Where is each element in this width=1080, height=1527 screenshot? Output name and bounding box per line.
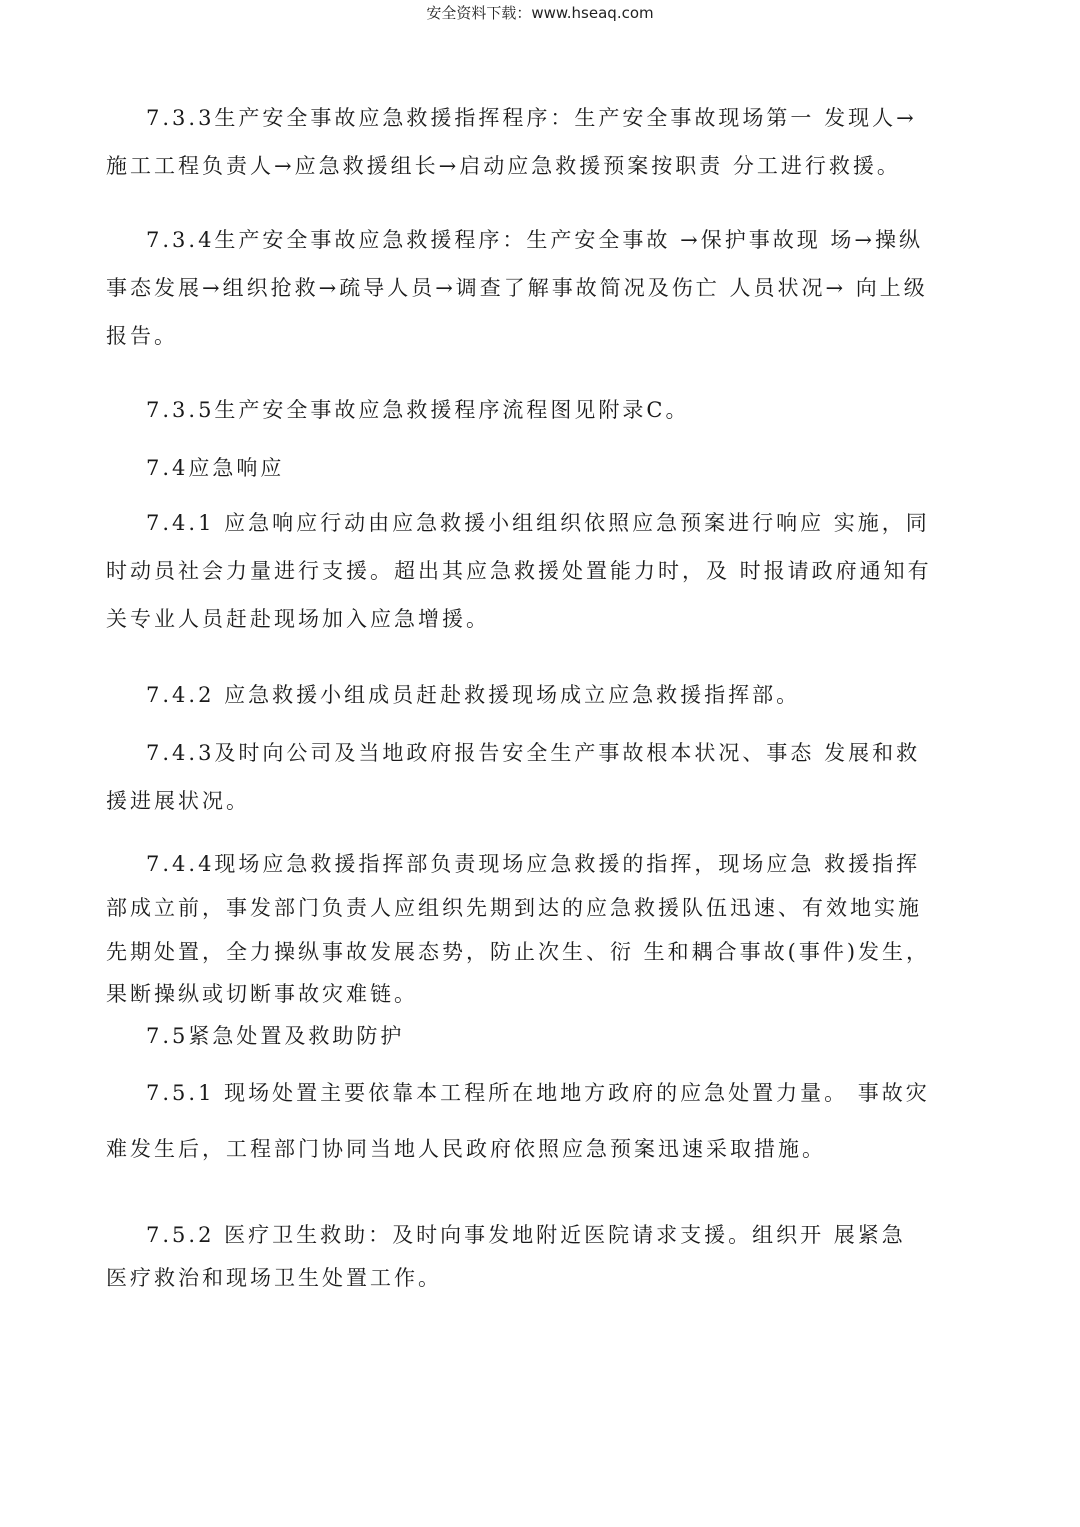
page-header-source: 安全资料下载：www.hseaq.com xyxy=(426,4,654,22)
para-7-5-1-line-2: 难发生后，工程部门协同当地人民政府依照应急预案迅速采取措施。 xyxy=(106,1137,826,1161)
para-7-5-1-line-1: 7.5.1 现场处置主要依靠本工程所在地地方政府的应急处置力量。 事故灾 xyxy=(146,1081,930,1105)
para-7-3-4-line-2: 事态发展→组织抢救→疏导人员→调查了解事故简况及伤亡 人员状况→ 向上级 xyxy=(106,276,928,300)
para-7-4-1-line-2: 时动员社会力量进行支援。超出其应急救援处置能力时，及 时报请政府通知有 xyxy=(106,559,932,583)
para-7-4-2: 7.4.2 应急救援小组成员赶赴救援现场成立应急救援指挥部。 xyxy=(146,683,801,707)
para-7-4-1-line-3: 关专业人员赶赴现场加入应急增援。 xyxy=(106,607,490,631)
heading-7-4: 7.4应急响应 xyxy=(146,456,285,480)
para-7-3-3-line-2: 施工工程负责人→应急救援组长→启动应急救援预案按职责 分工进行救援。 xyxy=(106,154,901,178)
para-7-4-1-line-1: 7.4.1 应急响应行动由应急救援小组组织依照应急预案进行响应 实施，同 xyxy=(146,511,930,535)
para-7-3-4-line-1: 7.3.4生产安全事故应急救援程序：生产安全事故 →保护事故现 场→操纵 xyxy=(146,228,923,252)
para-7-4-4-line-2: 部成立前，事发部门负责人应组织先期到达的应急救援队伍迅速、有效地实施 xyxy=(106,896,922,920)
para-7-3-4-line-3: 报告。 xyxy=(106,324,178,348)
para-7-4-3-line-1: 7.4.3及时向公司及当地政府报告安全生产事故根本状况、事态 发展和救 xyxy=(146,741,921,765)
para-7-4-4-line-3: 先期处置，全力操纵事故发展态势，防止次生、衍 生和耦合事故(事件)发生， xyxy=(106,940,931,964)
heading-7-5: 7.5紧急处置及救助防护 xyxy=(146,1024,405,1048)
para-7-5-2-line-2: 医疗救治和现场卫生处置工作。 xyxy=(106,1266,442,1290)
para-7-5-2-line-1: 7.5.2 医疗卫生救助：及时向事发地附近医院请求支援。组织开 展紧急 xyxy=(146,1223,906,1247)
para-7-4-3-line-2: 援进展状况。 xyxy=(106,789,250,813)
para-7-4-4-line-1: 7.4.4现场应急救援指挥部负责现场应急救援的指挥，现场应急 救援指挥 xyxy=(146,852,921,876)
para-7-3-5: 7.3.5生产安全事故应急救援程序流程图见附录C。 xyxy=(146,398,690,422)
para-7-4-4-line-4: 果断操纵或切断事故灾难链。 xyxy=(106,982,418,1006)
para-7-3-3-line-1: 7.3.3生产安全事故应急救援指挥程序：生产安全事故现场第一 发现人→ xyxy=(146,106,917,130)
